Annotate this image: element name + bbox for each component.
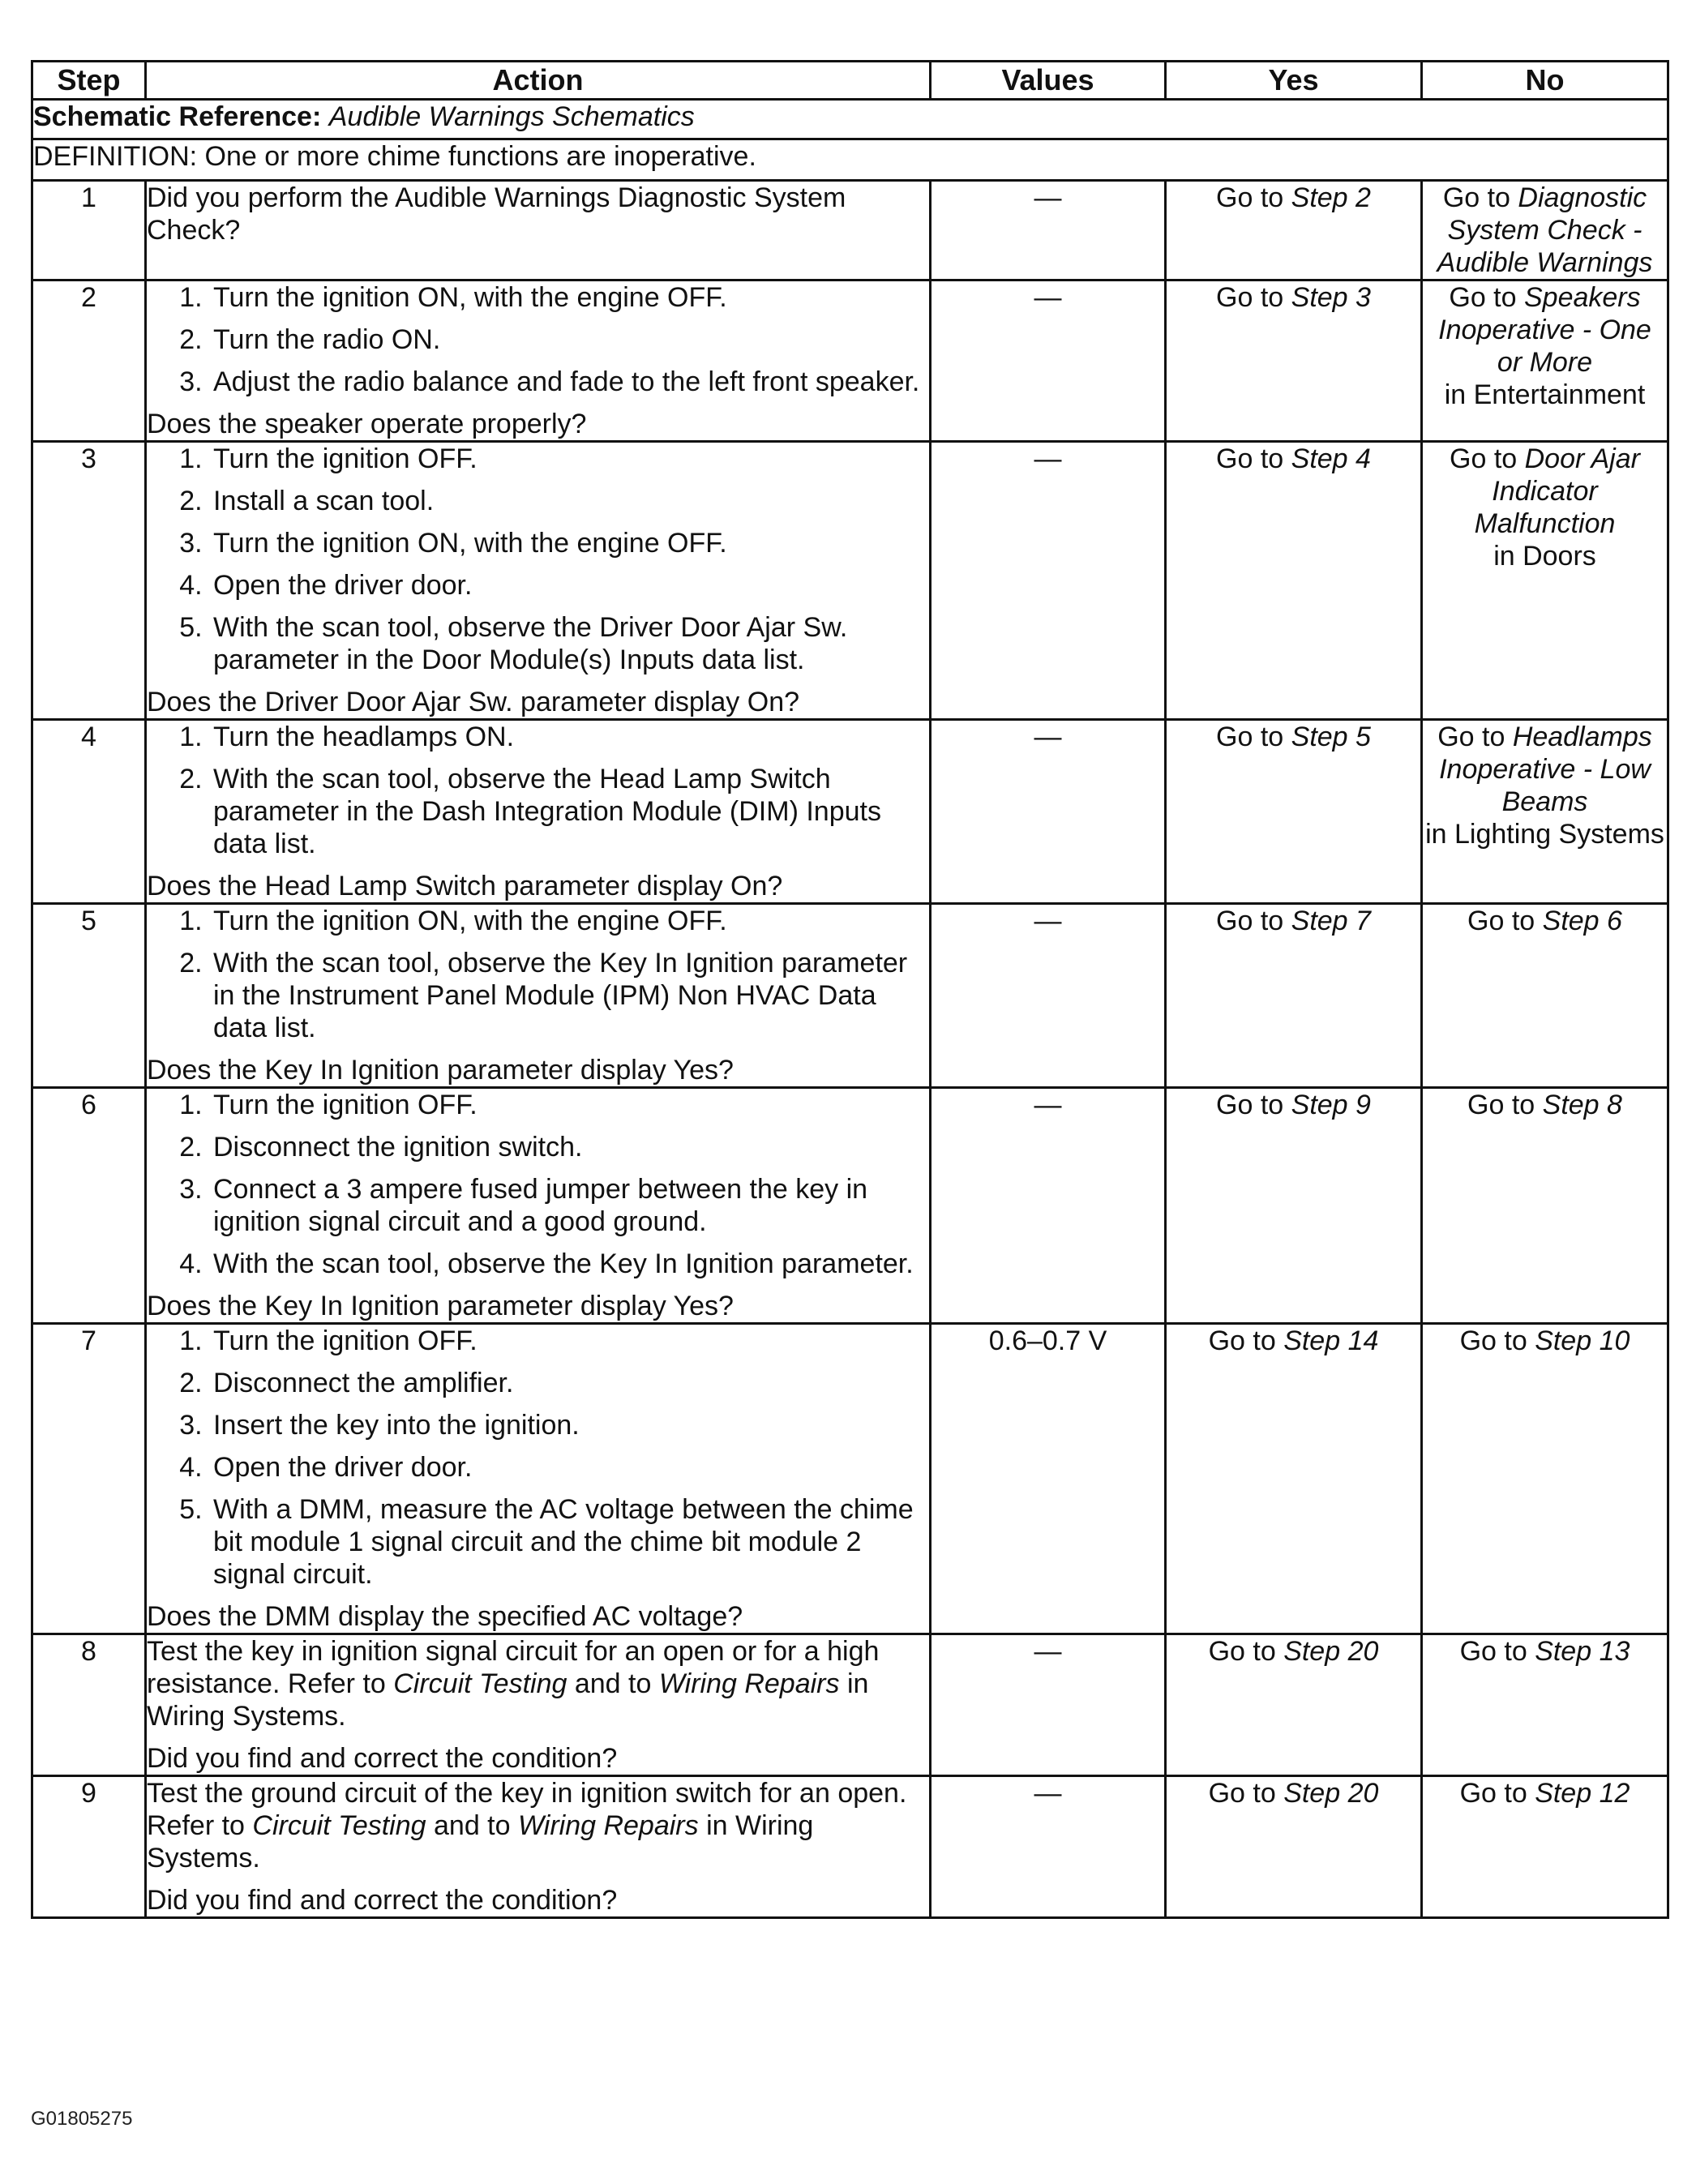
step-action — [146, 181, 931, 280]
list-item: 3. Connect a 3 ampere fused jumper between the key in ignition signal circuit and a good ground. — [210, 1173, 929, 1238]
goto-target: Step 8 — [1542, 1090, 1622, 1120]
diagnostic-table-wrapper — [31, 60, 1667, 1919]
step-yes-result — [1166, 280, 1422, 442]
diagnostic-table — [31, 60, 1669, 1919]
schematic-reference — [32, 100, 1668, 139]
action-list — [147, 721, 929, 860]
definition-row — [32, 139, 1668, 181]
list-item: 1. Turn the ignition ON, with the engine OFF. — [210, 281, 929, 314]
action-text: in Wiring Systems. — [147, 1810, 814, 1874]
step-action — [146, 1324, 931, 1634]
step-value: 0.6–0.7 V — [931, 1324, 1166, 1634]
step-value: — — [931, 904, 1166, 1088]
goto-prefix: Go to — [1467, 1090, 1543, 1120]
goto-prefix: Go to — [1216, 282, 1291, 313]
goto-prefix: Go to — [1459, 1636, 1535, 1667]
figure-code: G01805275 — [31, 2108, 133, 2130]
table-row — [32, 720, 1668, 904]
list-item: 1. Turn the ignition OFF. — [210, 1325, 929, 1357]
list-item: 1. Turn the ignition OFF. — [210, 443, 929, 475]
list-item: 2. With the scan tool, observe the Key In Ignition parameter in the Instrument Panel Module (IPM) Non HVAC Data data list. — [210, 947, 929, 1044]
goto-target: Step 4 — [1291, 443, 1371, 474]
schematic-reference-value: Audible Warnings Schematics — [328, 101, 695, 132]
goto-target: Step 20 — [1283, 1778, 1379, 1809]
goto-target: Step 14 — [1283, 1325, 1379, 1356]
header-yes: Yes — [1166, 62, 1422, 100]
list-item: 5. With the scan tool, observe the Driver Door Ajar Sw. parameter in the Door Module(s) Inputs data list. — [210, 611, 929, 676]
list-item: 2. Turn the radio ON. — [210, 323, 929, 356]
schematic-reference-label: Schematic Reference: — [33, 101, 322, 132]
step-value: — — [931, 280, 1166, 442]
goto-target: Step 5 — [1291, 722, 1371, 752]
step-value: — — [931, 442, 1166, 720]
goto-prefix: Go to — [1459, 1325, 1535, 1356]
action-list — [147, 1325, 929, 1591]
step-yes-result — [1166, 442, 1422, 720]
action-text: in Wiring Systems. — [147, 1668, 869, 1732]
step-number: 7 — [32, 1324, 146, 1634]
header-action: Action — [146, 62, 931, 100]
action-question: Did you find and correct the condition? — [147, 1743, 618, 1774]
table-row — [32, 1088, 1668, 1324]
step-number: 2 — [32, 280, 146, 442]
table-row — [32, 1634, 1668, 1776]
goto-prefix: Go to — [1467, 906, 1543, 936]
goto-prefix: Go to — [1216, 182, 1291, 213]
list-item: 3. Turn the ignition ON, with the engine OFF. — [210, 527, 929, 559]
table-row — [32, 1324, 1668, 1634]
goto-target: Step 12 — [1535, 1778, 1630, 1809]
reference-link-text: Circuit Testing — [252, 1810, 426, 1841]
step-action — [146, 1776, 931, 1918]
reference-link-text: Wiring Repairs — [658, 1668, 840, 1699]
goto-prefix: Go to — [1216, 443, 1291, 474]
reference-link-text: Wiring Repairs — [517, 1810, 699, 1841]
goto-target: Step 7 — [1291, 906, 1371, 936]
schematic-reference-row — [32, 100, 1668, 139]
header-values: Values — [931, 62, 1166, 100]
step-no-result — [1422, 280, 1668, 442]
step-value: — — [931, 1088, 1166, 1324]
goto-target: Door Ajar Indicator Malfunction — [1474, 443, 1640, 539]
step-no-result — [1422, 1776, 1668, 1918]
goto-prefix: Go to — [1216, 722, 1291, 752]
step-action — [146, 442, 931, 720]
goto-prefix: Go to — [1208, 1778, 1284, 1809]
action-question: Did you find and correct the condition? — [147, 1885, 618, 1916]
list-item: 3. Adjust the radio balance and fade to the left front speaker. — [210, 366, 929, 398]
step-action — [146, 1634, 931, 1776]
goto-prefix: Go to — [1216, 906, 1291, 936]
action-question: Does the speaker operate properly? — [147, 409, 587, 439]
list-item: 1. Turn the ignition ON, with the engine OFF. — [210, 905, 929, 937]
list-item: 4. With the scan tool, observe the Key In Ignition parameter. — [210, 1248, 929, 1280]
table-row — [32, 1776, 1668, 1918]
step-number: 9 — [32, 1776, 146, 1918]
step-action — [146, 904, 931, 1088]
step-no-result — [1422, 181, 1668, 280]
step-value: — — [931, 1776, 1166, 1918]
goto-suffix: in Entertainment — [1444, 379, 1646, 410]
goto-target: Step 13 — [1535, 1636, 1630, 1667]
list-item: 3. Insert the key into the ignition. — [210, 1409, 929, 1441]
action-intro — [147, 1777, 929, 1874]
step-number: 3 — [32, 442, 146, 720]
goto-prefix: Go to — [1450, 443, 1525, 474]
action-text: and to — [426, 1810, 518, 1841]
goto-prefix: Go to — [1216, 1090, 1291, 1120]
goto-target: Step 2 — [1291, 182, 1371, 213]
goto-target: Speakers Inoperative - One or More — [1438, 282, 1651, 378]
goto-target: Step 6 — [1542, 906, 1622, 936]
step-no-result — [1422, 1324, 1668, 1634]
step-yes-result — [1166, 181, 1422, 280]
action-text: Test the ground circuit of the key in ignition switch for an open. Refer to — [147, 1778, 907, 1841]
reference-link-text: Circuit Testing — [393, 1668, 567, 1699]
step-value: — — [931, 1634, 1166, 1776]
step-no-result — [1422, 442, 1668, 720]
step-value: — — [931, 181, 1166, 280]
table-row — [32, 904, 1668, 1088]
goto-prefix: Go to — [1449, 282, 1524, 313]
goto-target: Step 20 — [1283, 1636, 1379, 1667]
step-yes-result — [1166, 720, 1422, 904]
list-item: 2. Disconnect the ignition switch. — [210, 1131, 929, 1163]
action-question: Does the DMM display the specified AC voltage? — [147, 1601, 743, 1632]
table-row — [32, 181, 1668, 280]
list-item: 4. Open the driver door. — [210, 1451, 929, 1484]
action-intro: Did you perform the Audible Warnings Diagnostic System Check? — [147, 182, 846, 246]
action-text: and to — [567, 1668, 659, 1699]
step-yes-result — [1166, 904, 1422, 1088]
step-yes-result — [1166, 1776, 1422, 1918]
action-question: Does the Driver Door Ajar Sw. parameter display On? — [147, 687, 800, 717]
step-action — [146, 280, 931, 442]
list-item: 2. With the scan tool, observe the Head Lamp Switch parameter in the Dash Integration Module (DIM) Inputs data list. — [210, 763, 929, 860]
step-action — [146, 1088, 931, 1324]
list-item: 5. With a DMM, measure the AC voltage between the chime bit module 1 signal circuit and the chime bit module 2 signal circuit. — [210, 1493, 929, 1591]
goto-target: Step 3 — [1291, 282, 1371, 313]
goto-target: Headlamps Inoperative - Low Beams — [1439, 722, 1652, 817]
goto-target: Diagnostic System Check - Audible Warnings — [1437, 182, 1653, 278]
step-number: 6 — [32, 1088, 146, 1324]
list-item: 2. Disconnect the amplifier. — [210, 1367, 929, 1399]
list-item: 2. Install a scan tool. — [210, 485, 929, 517]
action-question: Does the Key In Ignition parameter display Yes? — [147, 1291, 734, 1321]
goto-prefix: Go to — [1442, 182, 1518, 213]
action-intro — [147, 1635, 929, 1732]
action-list — [147, 1089, 929, 1280]
table-row — [32, 280, 1668, 442]
step-number: 8 — [32, 1634, 146, 1776]
action-text: Test the key in ignition signal circuit for an open or for a high resistance. Refer to — [147, 1636, 880, 1699]
step-no-result — [1422, 1088, 1668, 1324]
step-yes-result — [1166, 1634, 1422, 1776]
action-list — [147, 281, 929, 398]
definition-text: DEFINITION: One or more chime functions are inoperative. — [32, 139, 1668, 181]
goto-prefix: Go to — [1208, 1636, 1284, 1667]
step-no-result — [1422, 720, 1668, 904]
goto-target: Step 10 — [1535, 1325, 1630, 1356]
step-number: 4 — [32, 720, 146, 904]
step-no-result — [1422, 1634, 1668, 1776]
goto-prefix: Go to — [1459, 1778, 1535, 1809]
goto-suffix: in Lighting Systems — [1425, 819, 1664, 850]
goto-suffix: in Doors — [1493, 541, 1596, 572]
goto-prefix: Go to — [1437, 722, 1513, 752]
step-no-result — [1422, 904, 1668, 1088]
step-action — [146, 720, 931, 904]
step-yes-result — [1166, 1088, 1422, 1324]
table-row — [32, 442, 1668, 720]
list-item: 1. Turn the headlamps ON. — [210, 721, 929, 753]
action-question: Does the Key In Ignition parameter display Yes? — [147, 1055, 734, 1086]
step-number: 5 — [32, 904, 146, 1088]
action-question: Does the Head Lamp Switch parameter display On? — [147, 871, 783, 901]
list-item: 4. Open the driver door. — [210, 569, 929, 602]
step-number: 1 — [32, 181, 146, 280]
list-item: 1. Turn the ignition OFF. — [210, 1089, 929, 1121]
header-no: No — [1422, 62, 1668, 100]
goto-prefix: Go to — [1208, 1325, 1284, 1356]
header-step: Step — [32, 62, 146, 100]
action-list — [147, 443, 929, 676]
goto-target: Step 9 — [1291, 1090, 1371, 1120]
header-row — [32, 62, 1668, 100]
step-yes-result — [1166, 1324, 1422, 1634]
step-value: — — [931, 720, 1166, 904]
action-list — [147, 905, 929, 1044]
